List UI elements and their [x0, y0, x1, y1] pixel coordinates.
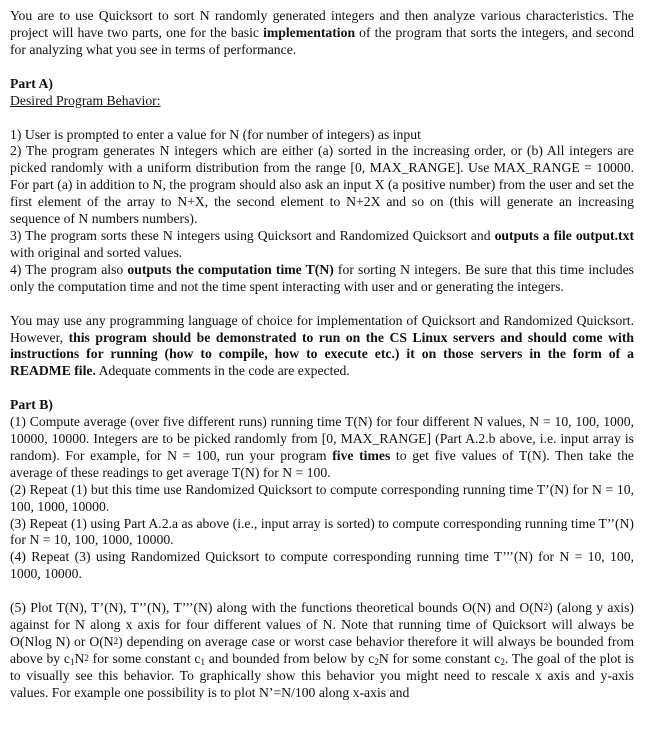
intro-paragraph: [10, 8, 634, 59]
part-b-item-1-text-end: to get five values of T(N). Then take the average of these readings to get average T(N) for N = 100.: [10, 447, 634, 480]
item-5-text: N: [74, 650, 85, 666]
spacer: [10, 583, 634, 600]
spacer: [10, 110, 634, 127]
part-a-item-4-emphasis: outputs the computation time T(N): [127, 261, 334, 277]
superscript: 2: [113, 636, 119, 646]
subscript: 1: [200, 656, 205, 667]
language-text-end: Adequate comments in the code are expected.: [95, 363, 350, 379]
intro-text-end: of the program that sorts the integers, and second for analyzing what you see in terms of performance.: [10, 24, 634, 57]
part-a-item-3-text: 3) The program sorts these N integers using Quicksort and Randomized Quicksort and: [10, 227, 495, 243]
subscript: 2: [500, 656, 505, 667]
language-text: You may use any programming language of choice for implementation of Quicksort and Randomized Quicksort. However,: [10, 312, 634, 345]
item-5-text: N for some constant c: [378, 650, 501, 666]
part-a-item-3-text-end: with original and sorted values.: [10, 244, 183, 260]
part-b-item-5: [10, 600, 634, 701]
item-5-text: (5) Plot T(N), T’(N), T’’(N), T’’’(N) along with the functions theoretical bounds O(N) and O(N: [10, 600, 544, 616]
part-a-item-3: [10, 228, 634, 262]
part-b-item-2: (2) Repeat (1) but this time use Randomized Quicksort to compute corresponding running time T’(N) for N = 10, 100, 1000, 10000.: [10, 481, 634, 514]
item-5-text: for some constant c: [88, 650, 201, 666]
item-5-text: ) (along y axis) against for N along x axis for four different values of N. Note that running time of Quicksort will always be O(Nlog N) or O(N: [10, 600, 634, 649]
subscript: 1: [69, 656, 75, 667]
part-b-item-1: [10, 414, 634, 482]
item-5-text: and bounded from below by c: [204, 650, 375, 666]
part-a-item-2: 2) The program generates N integers which are either (a) sorted in the increasing order, or (b) All integers are picked randomly with a uniform distribution from the range [0, MAX_RANGE]. Use MAX_RANGE = 10000. For part (a) in addition to N, the program should also ask an input X (a positive number) from the user and set the first element of the array to N+X, the second element to N+2X and so on (this will generate an increasing sequence of N numbers numbers).: [10, 143, 634, 227]
spacer: [10, 296, 634, 313]
language-emphasis: this program should be demonstrated to run on the CS Linux servers and should come with instructions for running (how to compile, how to execute etc.) it on those servers in the form of a README file.: [10, 329, 634, 379]
part-a-heading: Part A): [10, 75, 53, 91]
part-b-heading: Part B): [10, 397, 53, 413]
item-5-text: . The goal of the plot is to visually see this behavior. To graphically show this behavior you might need to rescale x axis and y-axis values. For example one possibility is to plot N’=N/100 along x-axis and: [10, 650, 634, 700]
part-a-item-4-text: 4) The program also: [10, 261, 128, 277]
part-b-item-4: (4) Repeat (3) using Randomized Quicksort to compute corresponding running time T’’’(N) for N = 10, 100, 1000, 10000.: [10, 549, 634, 582]
superscript: 2: [543, 602, 549, 613]
intro-emphasis: implementation: [263, 24, 356, 40]
intro-text: You are to use Quicksort to sort N randomly generated integers and then analyze various characteristics. The project will have two parts, one for the basic: [10, 8, 634, 40]
part-b-item-1-text: (1) Compute average (over five different runs) running time T(N) for four different N values, N = 10, 100, 1000, 10000, 10000. Integers are to be picked randomly from [0, MAX_RANGE] (Part A.2.b above, i.e. input array is random). For example, for N = 100, run your program: [10, 414, 634, 463]
subscript: 2: [374, 656, 379, 667]
language-paragraph: [10, 313, 634, 381]
spacer: [10, 380, 634, 397]
part-a-item-4-text-end: for sorting N integers. Be sure that this time includes only the computation time and not the time spent interacting with user and or generating the integers.: [10, 261, 634, 294]
superscript: 2: [84, 652, 89, 663]
part-b-item-1-emphasis: five times: [332, 447, 391, 463]
part-a-item-3-emphasis: outputs a file output.txt: [494, 227, 634, 243]
part-a-subheading: [10, 93, 634, 110]
part-a-subheading-text: Desired Program Behavior:: [10, 92, 161, 108]
spacer: [10, 59, 634, 76]
part-a-item-4: [10, 262, 634, 296]
part-b-item-3: (3) Repeat (1) using Part A.2.a as above (i.e., input array is sorted) to compute corresponding running time T’’(N) for N = 10, 100, 1000, 10000.: [10, 515, 634, 548]
item-5-text: ) depending on average case or worst case behavior therefore it will always be bounded from above by c: [10, 634, 635, 666]
document-page: [10, 8, 634, 702]
part-a-item-1: 1) User is prompted to enter a value for N (for number of integers) as input: [10, 126, 421, 142]
